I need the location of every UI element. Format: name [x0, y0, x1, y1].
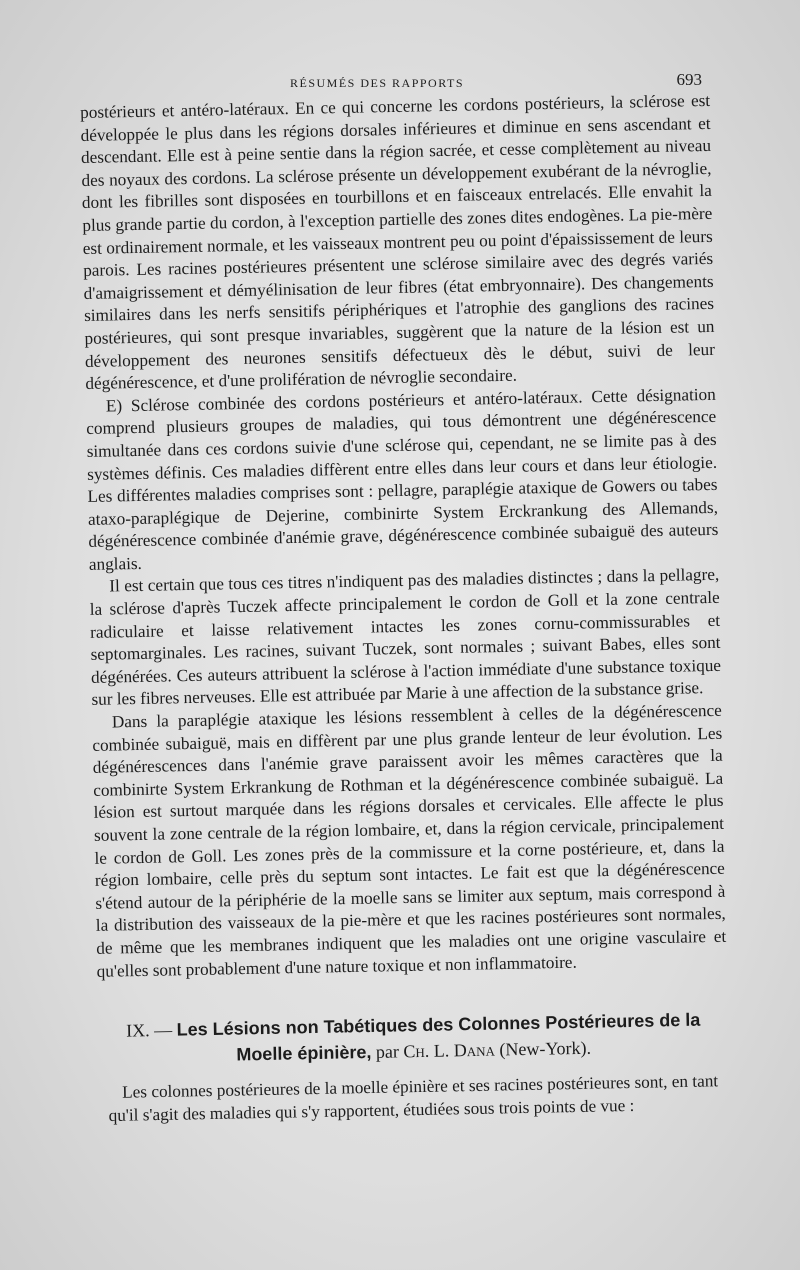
- section-intro: [108, 1070, 719, 1127]
- section-title: Les Lésions non Tabétiques des Colonnes Postérieures de la Moelle épinière,: [176, 1009, 701, 1065]
- paragraph-paraplegie-ataxique: Dans la paraplégie ataxique les lésions ressemblent à celles de la dégénérescence combinée subaiguë, mais en diffèrent par une plus grande lenteur de leur évolution. Les dégénérescences dans l'anémie grave paraissent avoir les mêmes caractères que la combinirte System Erkrankung de Rothman et la dégénérescence combinée subaiguë. La lésion est surtout marquée dans les régions dorsales et cervicales. Elle affecte le plus souvent la zone centrale de la région lombaire, et, dans la région cervicale, principalement le cordon de Goll. Les zones près de la commissure et la corne postérieure, et, dans la région lombaire, celle près du septum sont intactes. Le fait est que la dégénérescence s'étend autour de la périphérie de la moelle sans se limiter aux septum, mais correspond à la distribution des vaisseaux de la pie-mère et que les racines postérieures sont normales, de même que les membranes indiquent que les maladies ont une origine vasculaire et qu'elles sont probablement d'une nature toxique et non inflammatoire.: [92, 700, 727, 981]
- section-number: IX. —: [125, 1019, 173, 1041]
- page-number: 693: [676, 70, 702, 89]
- author-prefix: par: [375, 1041, 400, 1062]
- section-author: [376, 1038, 592, 1062]
- paragraph-pellagre: Il est certain que tous ces titres n'indiquent pas des maladies distinctes ; dans la pellagre, la sclérose d'après Tuczek affecte principalement le cordon de Goll et la zone centrale radiculaire et laisse relativement intactes les zones cornu-commissurables et septomarginales. Les racines, suivant Tuczek, sont normales ; suivant Babes, elles sont dégénérées. Ces auteurs attribuent la sclérose à l'action immédiate d'une substance toxique sur les fibres nerveuses. Elle est attribuée par Marie à une affection de la substance grise.: [89, 565, 722, 710]
- paragraph-continued: postérieurs et antéro-latéraux. En ce qui concerne les cordons postérieurs, la sclérose est développée le plus dans les régions dorsales inférieures et diminue en sens ascendant et descendant. Elle est à peine sentie dans la région sacrée, et cesse complètement au niveau des noyaux des cordons. La sclérose présente un développement exubérant de la névroglie, dont les fibrilles sont disposées en tourbillons et en faisceaux entrelacés. Elle envahit la plus grande partie du cordon, à l'exception partielle des zones dites endogènes. La pie-mère est ordinairement normale, et les vaisseaux montrent peu ou point d'épaississement de leurs parois. Les racines postérieures présentent une sclérose similaire avec des degrés variés d'amaigrissement et démyélinisation de leur fibres (état embryonnaire). Des changements similaires dans les nerfs sensitifs périphériques et l'atrophie des ganglions des racines postérieures, qui sont presque invariables, suggèrent que la nature de la lésion est un développement des neurones sensitifs défectueux dès le début, suivi de leur dégénérescence, et d'une prolifération de névroglie secondaire.: [80, 90, 716, 394]
- paragraph-sclerose-combinee: E) Sclérose combinée des cordons postérieurs et antéro-latéraux. Cette désignation comprend plusieurs groupes de maladies, qui tous démontrent une dégénérescence simultanée dans ces cordons suivie d'une sclérose qui, cependant, ne se limite pas à des systèmes définis. Ces maladies diffèrent entre elles dans leur cours et dans leur étiologie. Les différentes maladies comprises sont : pellagre, paraplégie ataxique de Gowers ou tabes ataxo-paraplégique de Dejerine, combinirte System Erckrankung des Allemands, dégénérescence combinée d'anémie grave, dégénérescence combinée subaiguë des auteurs anglais.: [86, 384, 719, 574]
- author-name: Ch. L. Dana: [403, 1039, 496, 1062]
- author-location: (New-York).: [499, 1037, 592, 1060]
- body-text: [80, 90, 727, 983]
- running-title: RÉSUMÉS DES RAPPORTS: [290, 76, 464, 90]
- section-heading: [108, 1006, 719, 1070]
- intro-paragraph: Les colonnes postérieures de la moelle épinière et ses racines postérieures sont, en tant qu'il s'agit des maladies qui s'y rapportent, étudiées sous trois points de vue :: [108, 1071, 719, 1125]
